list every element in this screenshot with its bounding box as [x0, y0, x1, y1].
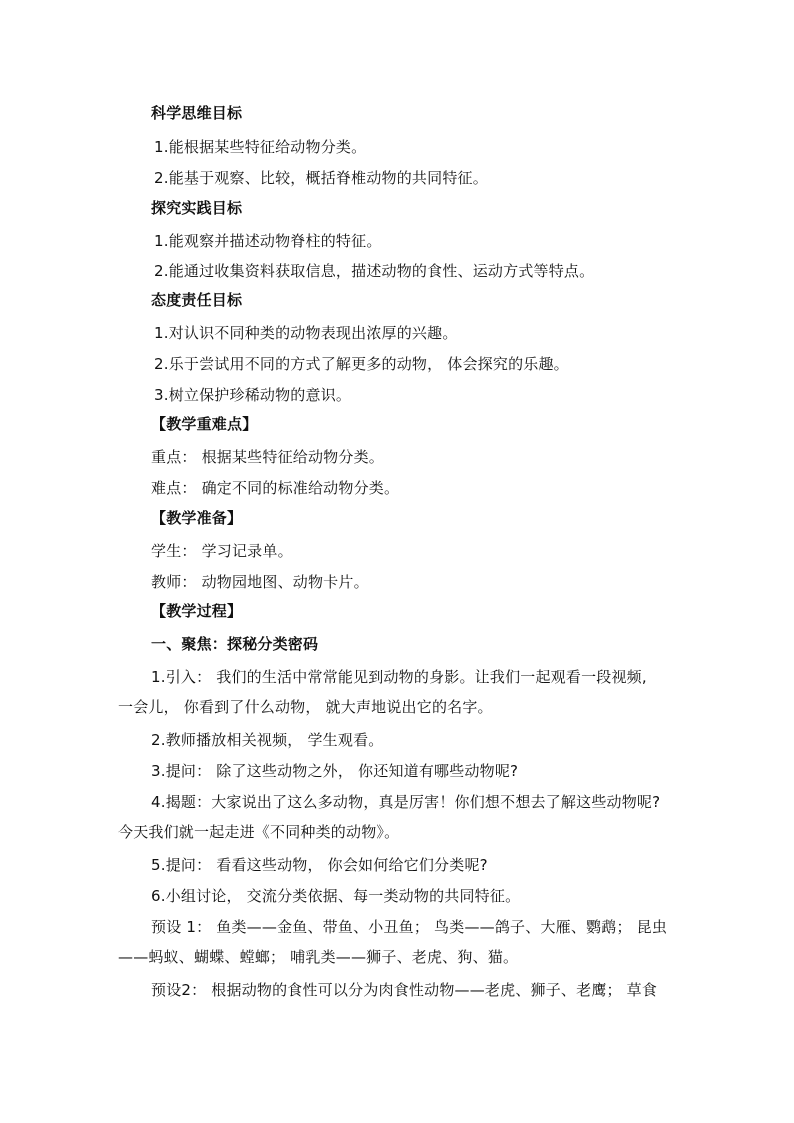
heading-process: 【教学过程】	[151, 602, 243, 620]
attitude-item-1: 1.对认识不同种类的动物表现出浓厚的兴趣。	[154, 324, 458, 342]
process-line-2: 一会儿， 你看到了什么动物， 就大声地说出它的名字。	[118, 698, 493, 716]
process-line-6: 今天我们就一起走进《不同种类的动物》。	[118, 823, 400, 841]
process-line-7: 5.提问： 看看这些动物， 你会如何给它们分类呢?	[151, 856, 488, 874]
process-line-8: 6.小组讨论， 交流分类依据、每一类动物的共同特征。	[151, 887, 521, 905]
key-point-difficulty: 难点： 确定不同的标准给动物分类。	[151, 479, 400, 497]
process-section-1-title: 一、聚焦：探秘分类密码	[151, 635, 319, 653]
practice-item-2: 2.能通过收集资料获取信息，描述动物的食性、运动方式等特点。	[154, 262, 595, 280]
heading-preparation: 【教学准备】	[151, 509, 243, 527]
heading-key-points: 【教学重难点】	[151, 415, 258, 433]
key-point-focus: 重点： 根据某些特征给动物分类。	[151, 448, 384, 466]
attitude-item-2: 2.乐于尝试用不同的方式了解更多的动物， 体会探究的乐趣。	[154, 355, 569, 373]
preparation-student: 学生： 学习记录单。	[151, 542, 293, 560]
process-line-1: 1.引入： 我们的生活中常常能见到动物的身影。让我们一起观看一段视频,	[151, 668, 647, 686]
heading-attitude: 态度责任目标	[151, 291, 243, 309]
process-line-10: ——蚂蚁、蝴蝶、螳螂； 哺乳类——狮子、老虎、狗、猫。	[118, 948, 519, 966]
process-line-9: 预设 1： 鱼类——金鱼、带鱼、小丑鱼； 鸟类——鸽子、大雁、鹦鹉； 昆虫	[151, 918, 668, 936]
science-thinking-item-2: 2.能基于观察、比较，概括脊椎动物的共同特征。	[154, 169, 488, 187]
process-line-4: 3.提问： 除了这些动物之外， 你还知道有哪些动物呢?	[151, 762, 519, 780]
science-thinking-item-1: 1.能根据某些特征给动物分类。	[154, 138, 367, 156]
attitude-item-3: 3.树立保护珍稀动物的意识。	[154, 386, 352, 404]
process-line-11: 预设2： 根据动物的食性可以分为肉食性动物——老虎、狮子、老鹰； 草食	[151, 981, 658, 999]
process-line-3: 2.教师播放相关视频， 学生观看。	[151, 731, 384, 749]
heading-science-thinking: 科学思维目标	[151, 104, 243, 122]
preparation-teacher: 教师： 动物园地图、动物卡片。	[151, 573, 369, 591]
heading-practice: 探究实践目标	[151, 199, 243, 217]
practice-item-1: 1.能观察并描述动物脊柱的特征。	[154, 232, 382, 250]
process-line-5: 4.揭题：大家说出了这么多动物，真是厉害！你们想不想去了解这些动物呢?	[151, 793, 661, 811]
